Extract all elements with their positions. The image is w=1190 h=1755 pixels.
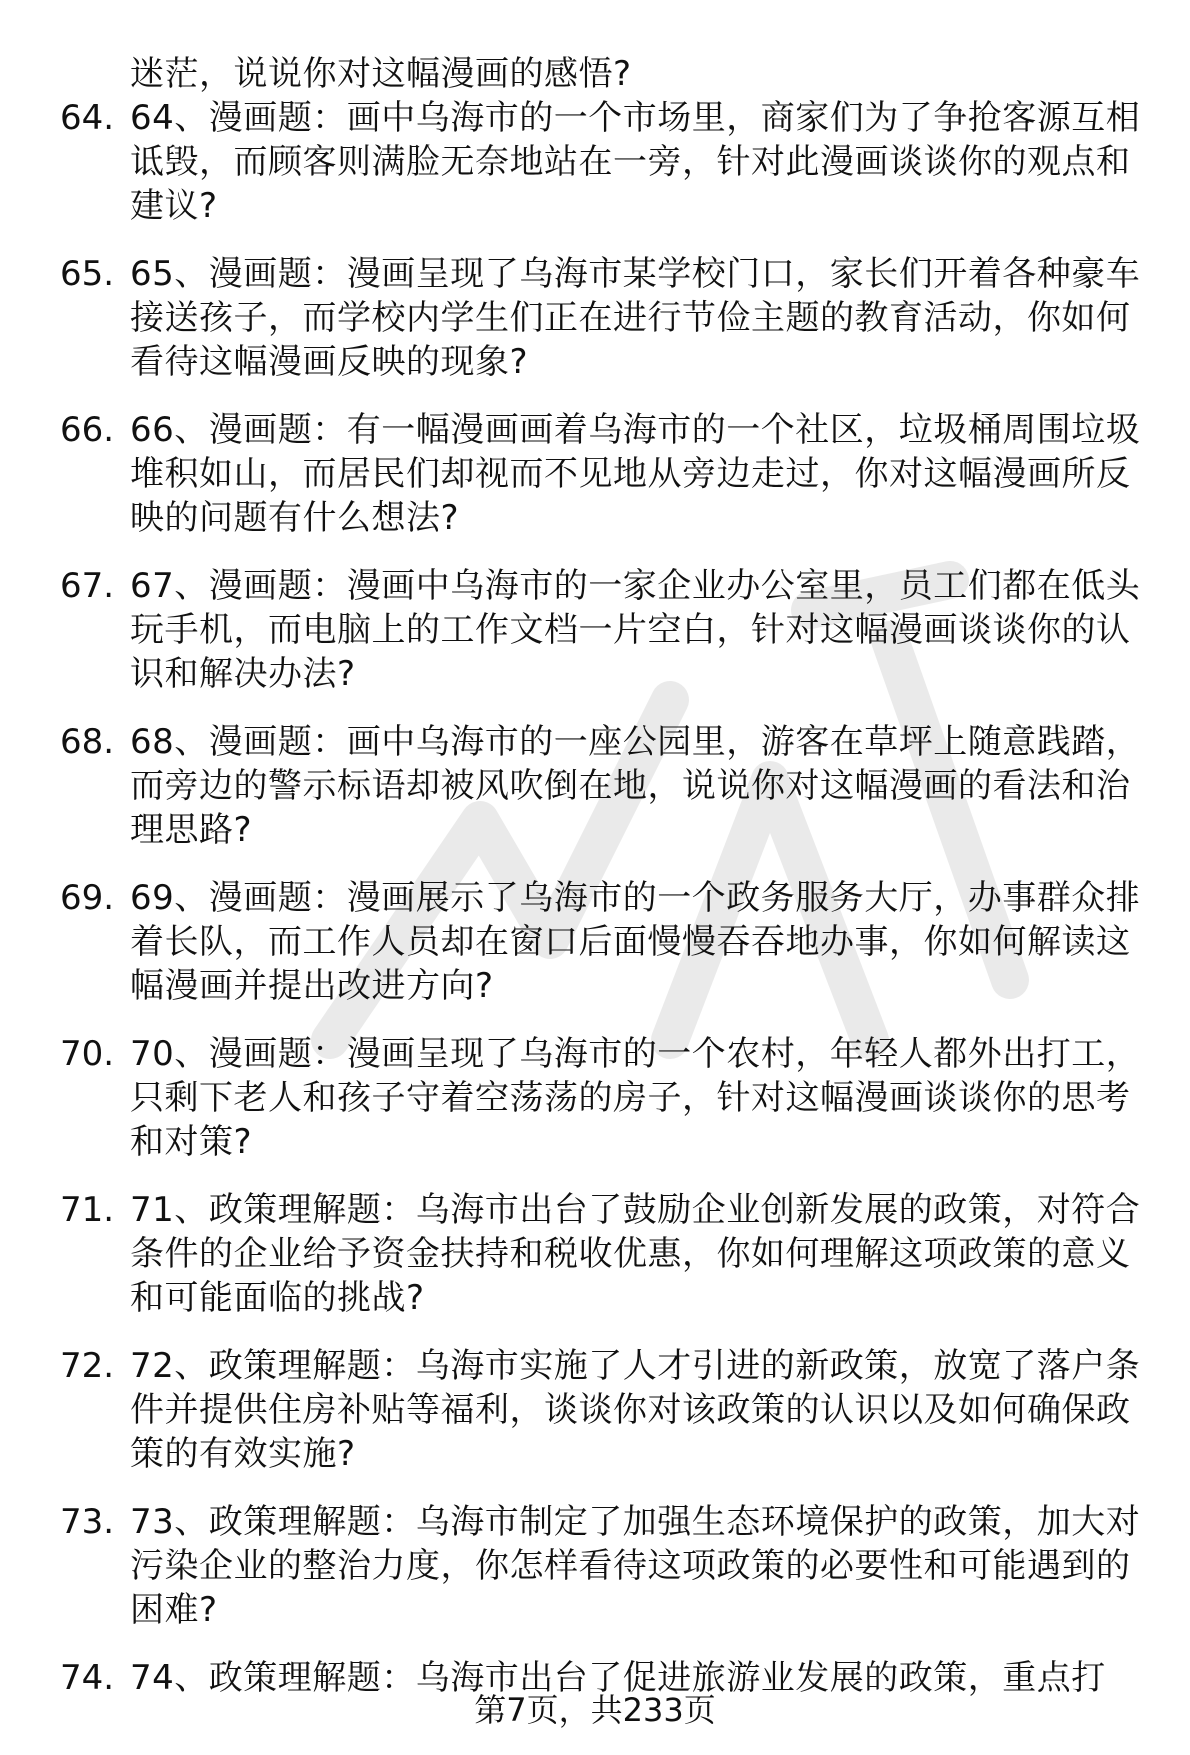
- question-text: 66、漫画题：有一幅漫画画着乌海市的一个社区，垃圾桶周围垃圾堆积如山，而居民们却视而不见地从旁边走过，你对这幅漫画所反映的问题有什么想法?: [130, 410, 1141, 538]
- question-number: 67.: [60, 566, 115, 606]
- question-text: 67、漫画题：漫画中乌海市的一家企业办公室里，员工们都在低头玩手机，而电脑上的工作文档一片空白，针对这幅漫画谈谈你的认识和解决办法?: [130, 566, 1141, 694]
- question-item: [60, 96, 1150, 228]
- question-text: 65、漫画题：漫画呈现了乌海市某学校门口，家长们开着各种豪车接送孩子，而学校内学生们正在进行节俭主题的教育活动，你如何看待这幅漫画反映的现象?: [130, 254, 1141, 382]
- page-footer: 第7页，共233页: [474, 1691, 716, 1729]
- question-number: 66.: [60, 410, 115, 450]
- question-number: 68.: [60, 722, 115, 762]
- question-item: [60, 876, 1150, 1008]
- question-text: 71、政策理解题：乌海市出台了鼓励企业创新发展的政策，对符合条件的企业给予资金扶持和税收优惠，你如何理解这项政策的意义和可能面临的挑战?: [130, 1190, 1141, 1318]
- question-text: 64、漫画题：画中乌海市的一个市场里，商家们为了争抢客源互相诋毁，而顾客则满脸无奈地站在一旁，针对此漫画谈谈你的观点和建议?: [130, 98, 1141, 226]
- question-text: 73、政策理解题：乌海市制定了加强生态环境保护的政策，加大对污染企业的整治力度，你怎样看待这项政策的必要性和可能遇到的困难?: [130, 1502, 1141, 1630]
- question-number: 70.: [60, 1034, 115, 1074]
- question-number: 65.: [60, 254, 115, 294]
- question-item: [60, 720, 1150, 852]
- question-item: [60, 1032, 1150, 1164]
- question-list: [60, 52, 1150, 1700]
- question-item: [60, 1500, 1150, 1632]
- question-text: 72、政策理解题：乌海市实施了人才引进的新政策，放宽了落户条件并提供住房补贴等福利，谈谈你对该政策的认识以及如何确保政策的有效实施?: [130, 1346, 1141, 1474]
- question-item: [60, 1188, 1150, 1320]
- question-number: 64.: [60, 98, 115, 138]
- question-number: 73.: [60, 1502, 115, 1542]
- question-item: [60, 252, 1150, 384]
- question-item: [60, 1344, 1150, 1476]
- question-number: 69.: [60, 878, 115, 918]
- question-item: [60, 564, 1150, 696]
- question-text: 68、漫画题：画中乌海市的一座公园里，游客在草坪上随意践踏，而旁边的警示标语却被风吹倒在地，说说你对这幅漫画的看法和治理思路?: [130, 722, 1141, 850]
- question-number: 72.: [60, 1346, 115, 1386]
- question-number: 71.: [60, 1190, 115, 1230]
- question-text: 74、政策理解题：乌海市出台了促进旅游业发展的政策，重点打: [130, 1658, 1106, 1698]
- question-item: [60, 408, 1150, 540]
- question-text: 69、漫画题：漫画展示了乌海市的一个政务服务大厅，办事群众排着长队，而工作人员却在窗口后面慢慢吞吞地办事，你如何解读这幅漫画并提出改进方向?: [130, 878, 1141, 1006]
- question-text: 70、漫画题：漫画呈现了乌海市的一个农村，年轻人都外出打工，只剩下老人和孩子守着空荡荡的房子，针对这幅漫画谈谈你的思考和对策?: [130, 1034, 1141, 1162]
- continued-text: 迷茫，说说你对这幅漫画的感悟?: [130, 54, 632, 94]
- question-number: 74.: [60, 1658, 115, 1698]
